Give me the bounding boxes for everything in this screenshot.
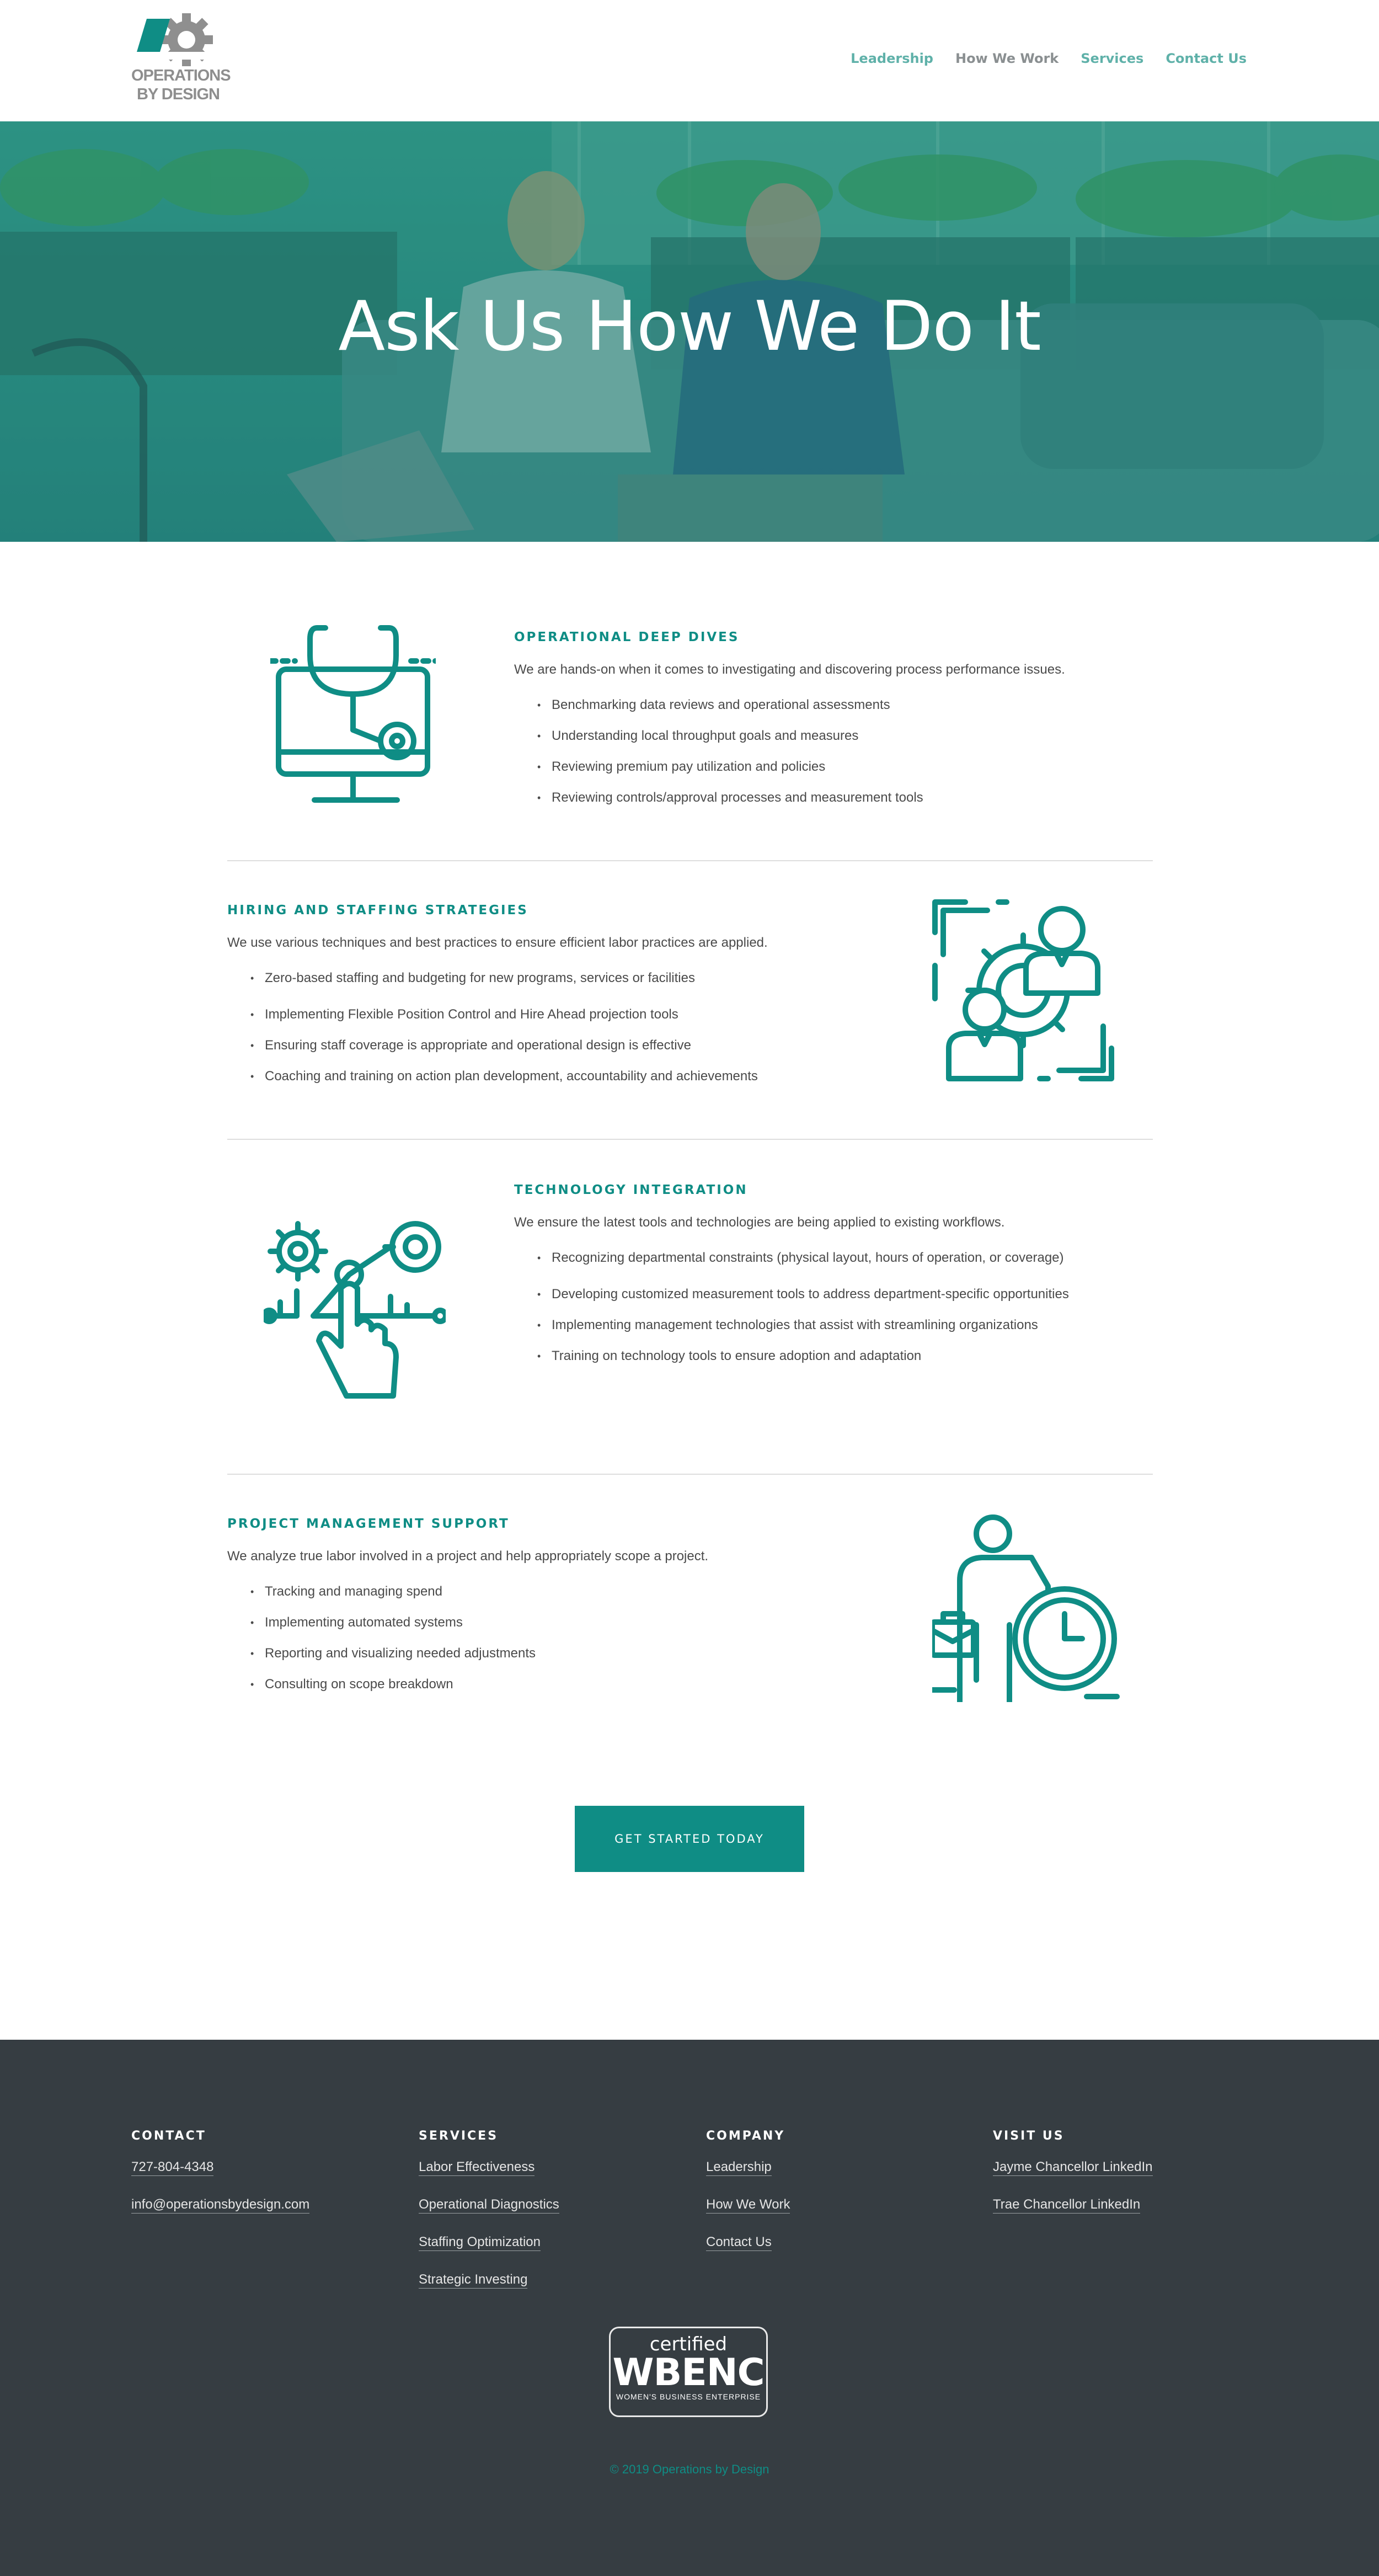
list-item: • Reviewing controls/approval processes and measurement tools — [514, 782, 1153, 813]
section-title: OPERATIONAL DEEP DIVES — [514, 630, 740, 644]
list-item: • Zero-based staffing and budgeting for new programs, services or facilities — [227, 963, 1153, 994]
footer-link-contact-us[interactable]: Contact Us — [706, 2234, 772, 2251]
footer-contact-column — [131, 2129, 309, 2234]
list-item: • Training on technology tools to ensure adoption and adaptation — [514, 1341, 1153, 1372]
list-item: • Developing customized measurement tools to address department-specific opportunities — [514, 1279, 1153, 1310]
footer-link-staffing-optimization[interactable]: Staffing Optimization — [419, 2234, 541, 2251]
footer-heading: CONTACT — [131, 2129, 206, 2143]
list-item: • Recognizing departmental constraints (physical layout, hours of operation, or coverage) — [514, 1242, 1153, 1273]
logo-line-2: BY DESIGN — [136, 86, 220, 103]
businessman-clock-icon — [932, 1514, 1120, 1702]
section-technology-integration — [227, 1183, 1153, 1372]
site-footer — [0, 2040, 1379, 2576]
hero-title: Ask Us How We Do It — [338, 287, 1041, 366]
footer-link-operational-diagnostics[interactable]: Operational Diagnostics — [419, 2197, 559, 2214]
main-nav — [851, 51, 1247, 66]
list-item: • Reporting and visualizing needed adjustments — [227, 1638, 1153, 1669]
team-gear-icon — [932, 899, 1114, 1081]
footer-email-link[interactable]: info@operationsbydesign.com — [131, 2197, 309, 2214]
footer-company-column — [706, 2129, 790, 2272]
list-item: • Coaching and training on action plan development, accountability and achievements — [227, 1061, 1153, 1092]
list-item: • Implementing management technologies that assist with streamlining organizations — [514, 1310, 1153, 1341]
section-title: TECHNOLOGY INTEGRATION — [514, 1183, 748, 1197]
footer-phone-link[interactable]: 727-804-4348 — [131, 2159, 213, 2176]
footer-heading: SERVICES — [419, 2129, 499, 2143]
nav-leadership[interactable]: Leadership — [851, 51, 933, 66]
footer-visit-column — [993, 2129, 1153, 2234]
footer-link-labor-effectiveness[interactable]: Labor Effectiveness — [419, 2159, 535, 2176]
wbenc-certified-badge — [609, 2327, 768, 2417]
badge-subtitle: WOMEN'S BUSINESS ENTERPRISE — [616, 2392, 761, 2401]
section-intro: We are hands-on when it comes to investigating and discovering process performance issues. — [514, 662, 1065, 677]
site-header — [0, 0, 1379, 121]
list-item: • Understanding local throughput goals and measures — [514, 721, 1153, 751]
list-item: • Ensuring staff coverage is appropriate and operational design is effective — [227, 1030, 1153, 1061]
nav-how-we-work[interactable]: How We Work — [955, 51, 1059, 66]
section-title: HIRING AND STAFFING STRATEGIES — [227, 903, 528, 918]
list-item: • Implementing Flexible Position Control and Hire Ahead projection tools — [227, 999, 1153, 1030]
section-intro: We use various techniques and best practices to ensure efficient labor practices are applied. — [227, 935, 768, 950]
section-operational-deep-dives — [227, 630, 1153, 813]
logo-text — [131, 66, 231, 104]
footer-heading: VISIT US — [993, 2129, 1065, 2143]
section-divider — [227, 860, 1153, 861]
badge-wbenc-text: WBENC — [612, 2351, 765, 2394]
list-item: • Tracking and managing spend — [227, 1576, 1153, 1607]
footer-services-column — [419, 2129, 559, 2310]
logo-line-1: OPERATIONS — [131, 67, 231, 84]
footer-link-jayme-linkedin[interactable]: Jayme Chancellor LinkedIn — [993, 2159, 1153, 2176]
gear-logo-icon — [131, 13, 225, 68]
company-logo[interactable] — [131, 13, 231, 104]
section-list — [514, 1242, 1153, 1372]
nav-contact-us[interactable]: Contact Us — [1166, 51, 1247, 66]
footer-link-how-we-work[interactable]: How We Work — [706, 2197, 790, 2214]
footer-link-trae-linkedin[interactable]: Trae Chancellor LinkedIn — [993, 2197, 1140, 2214]
footer-heading: COMPANY — [706, 2129, 785, 2143]
get-started-button[interactable]: GET STARTED TODAY — [575, 1806, 804, 1872]
section-intro: We analyze true labor involved in a project and help appropriately scope a project. — [227, 1549, 709, 1564]
section-divider — [227, 1474, 1153, 1475]
footer-link-leadership[interactable]: Leadership — [706, 2159, 772, 2176]
section-divider — [227, 1139, 1153, 1140]
section-title: PROJECT MANAGEMENT SUPPORT — [227, 1517, 510, 1531]
copyright-text: © 2019 Operations by Design — [610, 2462, 769, 2476]
badge-certified-text: certified — [649, 2333, 728, 2355]
hero-banner — [0, 121, 1379, 542]
list-item: • Reviewing premium pay utilization and policies — [514, 751, 1153, 782]
footer-link-strategic-investing[interactable]: Strategic Investing — [419, 2272, 527, 2289]
list-item: • Benchmarking data reviews and operational assessments — [514, 690, 1153, 721]
list-item: • Implementing automated systems — [227, 1607, 1153, 1638]
nav-services[interactable]: Services — [1081, 51, 1144, 66]
list-item: • Consulting on scope breakdown — [227, 1669, 1153, 1700]
section-list — [514, 690, 1153, 813]
section-intro: We ensure the latest tools and technologies are being applied to existing workflows. — [514, 1215, 1005, 1230]
